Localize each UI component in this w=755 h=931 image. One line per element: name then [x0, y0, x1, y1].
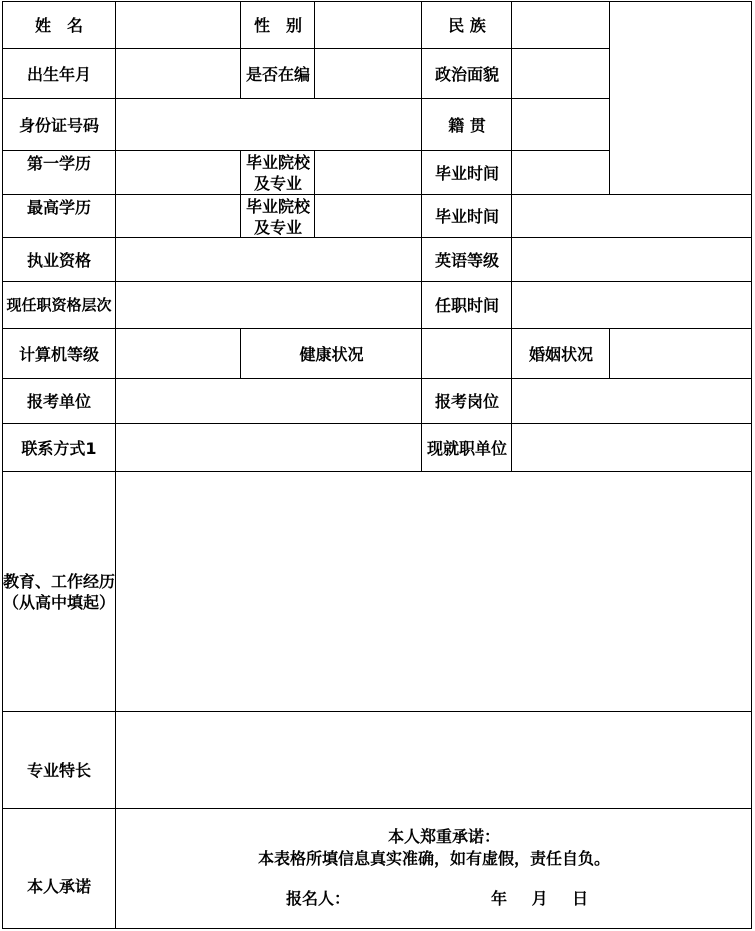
- label-gender: 性 别: [253, 15, 302, 35]
- apply-post-field[interactable]: [512, 379, 752, 424]
- signature-label: 报名人：: [286, 889, 351, 908]
- history-field[interactable]: [116, 472, 752, 712]
- label-ethnicity: 民 族: [448, 15, 486, 35]
- pledge-line-2: 本表格所填信息真实准确，如有虚假，责任自负。: [257, 849, 610, 868]
- marriage-field[interactable]: [610, 329, 752, 379]
- label-id-number: 身份证号码: [18, 115, 99, 135]
- in-staff-field[interactable]: [315, 49, 422, 99]
- license-field[interactable]: [116, 238, 422, 282]
- apply-unit-field[interactable]: [116, 379, 422, 424]
- label-history: 教育、工作经历（从高中填起）: [2, 572, 115, 612]
- native-place-field[interactable]: [512, 99, 610, 151]
- label-school-major-2: 毕业院校及专业: [245, 196, 310, 237]
- pledge-line-1: 本人郑重承诺：: [387, 827, 500, 846]
- first-degree-field[interactable]: [116, 151, 241, 195]
- label-current-employer: 现就职单位: [426, 438, 507, 458]
- grad-time-2-field[interactable]: [512, 195, 752, 238]
- label-name: 姓 名: [34, 15, 83, 35]
- highest-degree-field[interactable]: [116, 195, 241, 238]
- label-school-major-1: 毕业院校及专业: [245, 153, 310, 193]
- birth-field[interactable]: [116, 49, 241, 99]
- label-first-degree: 第一学历: [26, 154, 91, 173]
- date-label: 年 月 日: [491, 889, 590, 908]
- computer-field[interactable]: [116, 329, 241, 379]
- title-time-field[interactable]: [512, 282, 752, 329]
- contact-field[interactable]: [116, 424, 422, 472]
- label-computer: 计算机等级: [18, 344, 99, 364]
- label-apply-post: 报考岗位: [434, 392, 499, 411]
- label-specialty: 专业特长: [26, 761, 91, 780]
- label-birth: 出生年月: [26, 64, 91, 84]
- photo-area[interactable]: [610, 1, 752, 194]
- label-grad-time-2: 毕业时间: [434, 207, 499, 226]
- label-health: 健康状况: [299, 344, 364, 364]
- specialty-field[interactable]: [116, 712, 752, 809]
- label-current-title: 现任职资格层次: [6, 296, 112, 314]
- label-marriage: 婚姻状况: [528, 344, 593, 364]
- political-field[interactable]: [512, 49, 610, 99]
- school-major-1-field[interactable]: [315, 151, 422, 195]
- label-apply-unit: 报考单位: [26, 392, 91, 411]
- english-field[interactable]: [512, 238, 752, 282]
- gender-field[interactable]: [315, 1, 422, 49]
- registration-form: [2, 1, 752, 929]
- label-english: 英语等级: [434, 250, 499, 270]
- label-contact: 联系方式1: [21, 438, 97, 458]
- current-employer-field[interactable]: [512, 424, 752, 472]
- label-license: 执业资格: [26, 250, 91, 270]
- label-grad-time-1: 毕业时间: [434, 163, 499, 183]
- label-political: 政治面貌: [434, 64, 499, 84]
- id-number-field[interactable]: [116, 99, 422, 151]
- name-field[interactable]: [116, 1, 241, 49]
- pledge-area: [116, 808, 752, 929]
- label-in-staff: 是否在编: [245, 64, 310, 84]
- health-field[interactable]: [422, 329, 512, 379]
- label-pledge: 本人承诺: [26, 877, 91, 896]
- current-title-field[interactable]: [116, 282, 422, 329]
- grad-time-1-field[interactable]: [512, 151, 610, 195]
- ethnicity-field[interactable]: [512, 1, 610, 49]
- label-highest-degree: 最高学历: [26, 198, 91, 217]
- label-title-time: 任职时间: [434, 296, 499, 315]
- label-native-place: 籍 贯: [448, 115, 486, 135]
- school-major-2-field[interactable]: [315, 195, 422, 238]
